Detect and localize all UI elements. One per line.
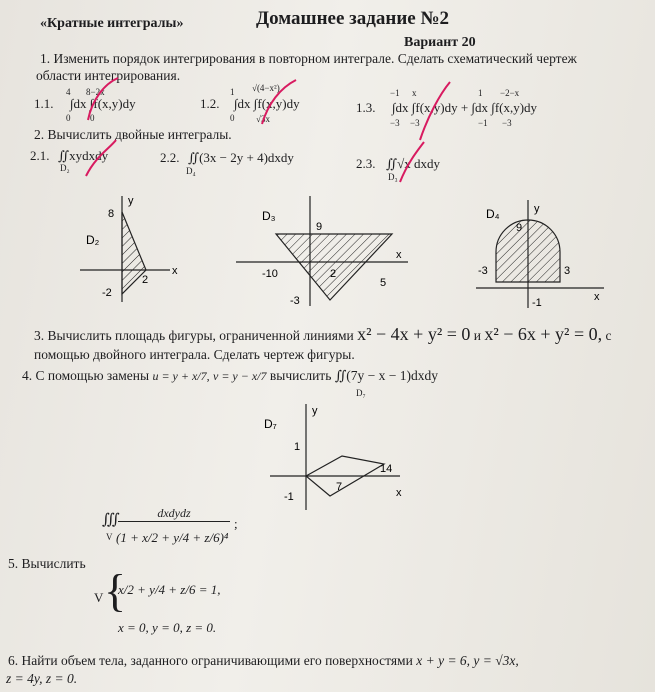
ink-stroke-2 [262, 80, 296, 124]
task3-eq1: x² − 4x + y² = 0 [357, 324, 471, 344]
d7-x-right: 14 [380, 463, 393, 475]
task6-text: 6. Найти объем тела, заданного ограничивающими его поверхностями [8, 653, 413, 668]
task5-numerator: dxdydz [118, 506, 230, 522]
task5-cond1: x/2 + y/4 + z/6 = 1, [118, 582, 221, 597]
task5-label: 5. Вычислить [8, 556, 86, 571]
item-1-1-label: 1.1. [34, 96, 54, 111]
item-1-3-upper-outer: −1 [390, 88, 400, 98]
task6-line2: z = 4y, z = 0. [6, 671, 78, 686]
item-2-2-label: 2.2. [160, 150, 180, 165]
task5-integral: ∭ [102, 512, 120, 528]
item-2-3-expr: ∬√x dxdy [386, 156, 440, 171]
figure-d4 [476, 200, 604, 309]
d3-region [276, 234, 392, 300]
task2-text: 2. Вычислить двойные интегралы. [34, 127, 232, 142]
item-1-2-upper-inner: √(4−x²) [252, 83, 280, 93]
item-1-3-upper-outer2: 1 [478, 88, 483, 98]
d4-y-top: 9 [516, 222, 523, 234]
task3-text-line2: помощью двойного интеграла. Сделать чертеж фигуры. [34, 347, 355, 362]
item-1-2-expr: ∫dx ∫f(x,y)dy [234, 96, 300, 111]
d2-axis-y-label: y [128, 195, 134, 207]
item-1-1-lower-inner: 0 [90, 113, 95, 123]
item-1-3-lower-inner2: −3 [502, 118, 512, 128]
ink-marks [0, 0, 655, 200]
item-1-3-lower-outer: −3 [390, 118, 400, 128]
ink-stroke-1 [88, 78, 118, 120]
task5-system-v: V [94, 590, 104, 605]
task4-line [22, 368, 438, 384]
d2-x-right: 2 [142, 274, 149, 286]
task5-denominator: (1 + x/2 + y/4 + z/6)⁴ [116, 530, 229, 545]
task5-sep: ; [234, 516, 238, 531]
item-1-3-lower-inner: −3 [410, 118, 420, 128]
item-1-3-expr: ∫dx ∫f(x,y)dy + ∫dx ∫f(x,y)dy [392, 100, 538, 115]
item-2-2-domain: D₄ [186, 166, 196, 176]
ink-stroke-4 [86, 140, 116, 176]
figure-d3 [236, 196, 408, 307]
topic-title: «Кратные интегралы» [40, 16, 184, 31]
task4-expr: ∬(7y − x − 1)dxdy [334, 368, 438, 383]
d4-axis-y-label: y [534, 203, 540, 215]
ink-stroke-3 [420, 82, 450, 140]
d7-name: D₇ [264, 417, 277, 431]
item-2-1-domain: D₂ [60, 163, 70, 173]
item-2-2-expr: ∬(3x − 2y + 4)dxdy [188, 150, 294, 165]
d4-name: D₄ [486, 207, 500, 221]
task3-suffix: с [605, 328, 612, 343]
d4-x-left: -3 [478, 265, 488, 277]
d4-y-bottom: -1 [532, 297, 542, 309]
d3-x-right: 5 [380, 277, 387, 289]
figures-row [0, 190, 655, 320]
item-1-2-upper-outer: 1 [230, 87, 235, 97]
d7-y-top: 1 [294, 441, 301, 453]
task4-u: u = y + x/7, [152, 369, 210, 383]
d4-region [496, 220, 560, 282]
ink-stroke-5 [400, 142, 424, 182]
item-1-2-lower-inner: √3x [256, 114, 270, 124]
d7-axis-x-label: x [396, 487, 402, 499]
item-1-1-upper-outer: 4 [66, 87, 71, 97]
task3-eq2: x² − 6x + y² = 0, [484, 324, 603, 344]
d7-axis-y-label: y [312, 405, 318, 417]
d2-y-bottom: -2 [102, 287, 112, 299]
d3-axis-y-label: 9 [316, 221, 323, 233]
item-2-1-label: 2.1. [30, 148, 50, 163]
d4-axis-x-label: x [594, 291, 600, 303]
task3-and: и [473, 328, 481, 343]
task4-v: v = y − x/7 [213, 369, 267, 383]
item-1-3-lower-outer2: −1 [478, 118, 488, 128]
task1-text-line2: области интегрирования. [36, 68, 181, 83]
item-1-2-lower-outer: 0 [230, 113, 235, 123]
d2-axis-x-label: x [172, 265, 178, 277]
d7-y-bottom: -1 [284, 491, 294, 503]
figure-d2 [80, 195, 178, 302]
d2-name: D₂ [86, 233, 100, 247]
task6-eqs: x + y = 6, y = √3x, [416, 653, 519, 668]
item-1-1-upper-inner: 8−2x [86, 87, 105, 97]
d4-x-right: 3 [564, 265, 571, 277]
task4-mid: вычислить [269, 368, 332, 383]
item-2-3-label: 2.3. [356, 156, 376, 171]
item-1-2-label: 1.2. [200, 96, 220, 111]
item-1-3-label: 1.3. [356, 100, 376, 115]
d3-x-left: -10 [262, 268, 278, 280]
page-title: Домашнее задание №2 [256, 8, 450, 29]
task5-brace: { [104, 565, 127, 616]
task4-domain: D₇ [356, 388, 366, 398]
item-1-1-lower-outer: 0 [66, 113, 71, 123]
d7-x-mid: 7 [336, 481, 343, 493]
task3-text: 3. Вычислить площадь фигуры, ограниченной линиями [34, 328, 354, 343]
variant-label: Вариант 20 [404, 35, 476, 50]
figure-d7 [250, 398, 430, 514]
d3-x-mid: 2 [330, 268, 337, 280]
item-1-3-upper-inner: x [412, 88, 417, 98]
d3-axis-x-label: x [396, 249, 402, 261]
task4-prefix: 4. С помощью замены [22, 368, 150, 383]
task5-cond2: x = 0, y = 0, z = 0. [118, 620, 217, 635]
task6-line1 [8, 653, 519, 669]
task1-text-line1: 1. Изменить порядок интегрирования в повторном интеграле. Сделать схематический чертеж [40, 51, 577, 66]
d2-y-top: 8 [108, 208, 115, 220]
item-1-3-upper-inner2: −2−x [500, 88, 520, 98]
task3-text-line1 [34, 324, 611, 345]
item-1-1-expr: ∫dx ∫f(x,y)dy [70, 96, 136, 111]
d3-y-bottom: -3 [290, 295, 300, 307]
task5-region-v: V [106, 532, 113, 542]
item-2-1-expr: ∬xydxdy [58, 148, 109, 163]
d3-name: D₃ [262, 209, 276, 223]
item-2-3-domain: D₃ [388, 172, 398, 182]
